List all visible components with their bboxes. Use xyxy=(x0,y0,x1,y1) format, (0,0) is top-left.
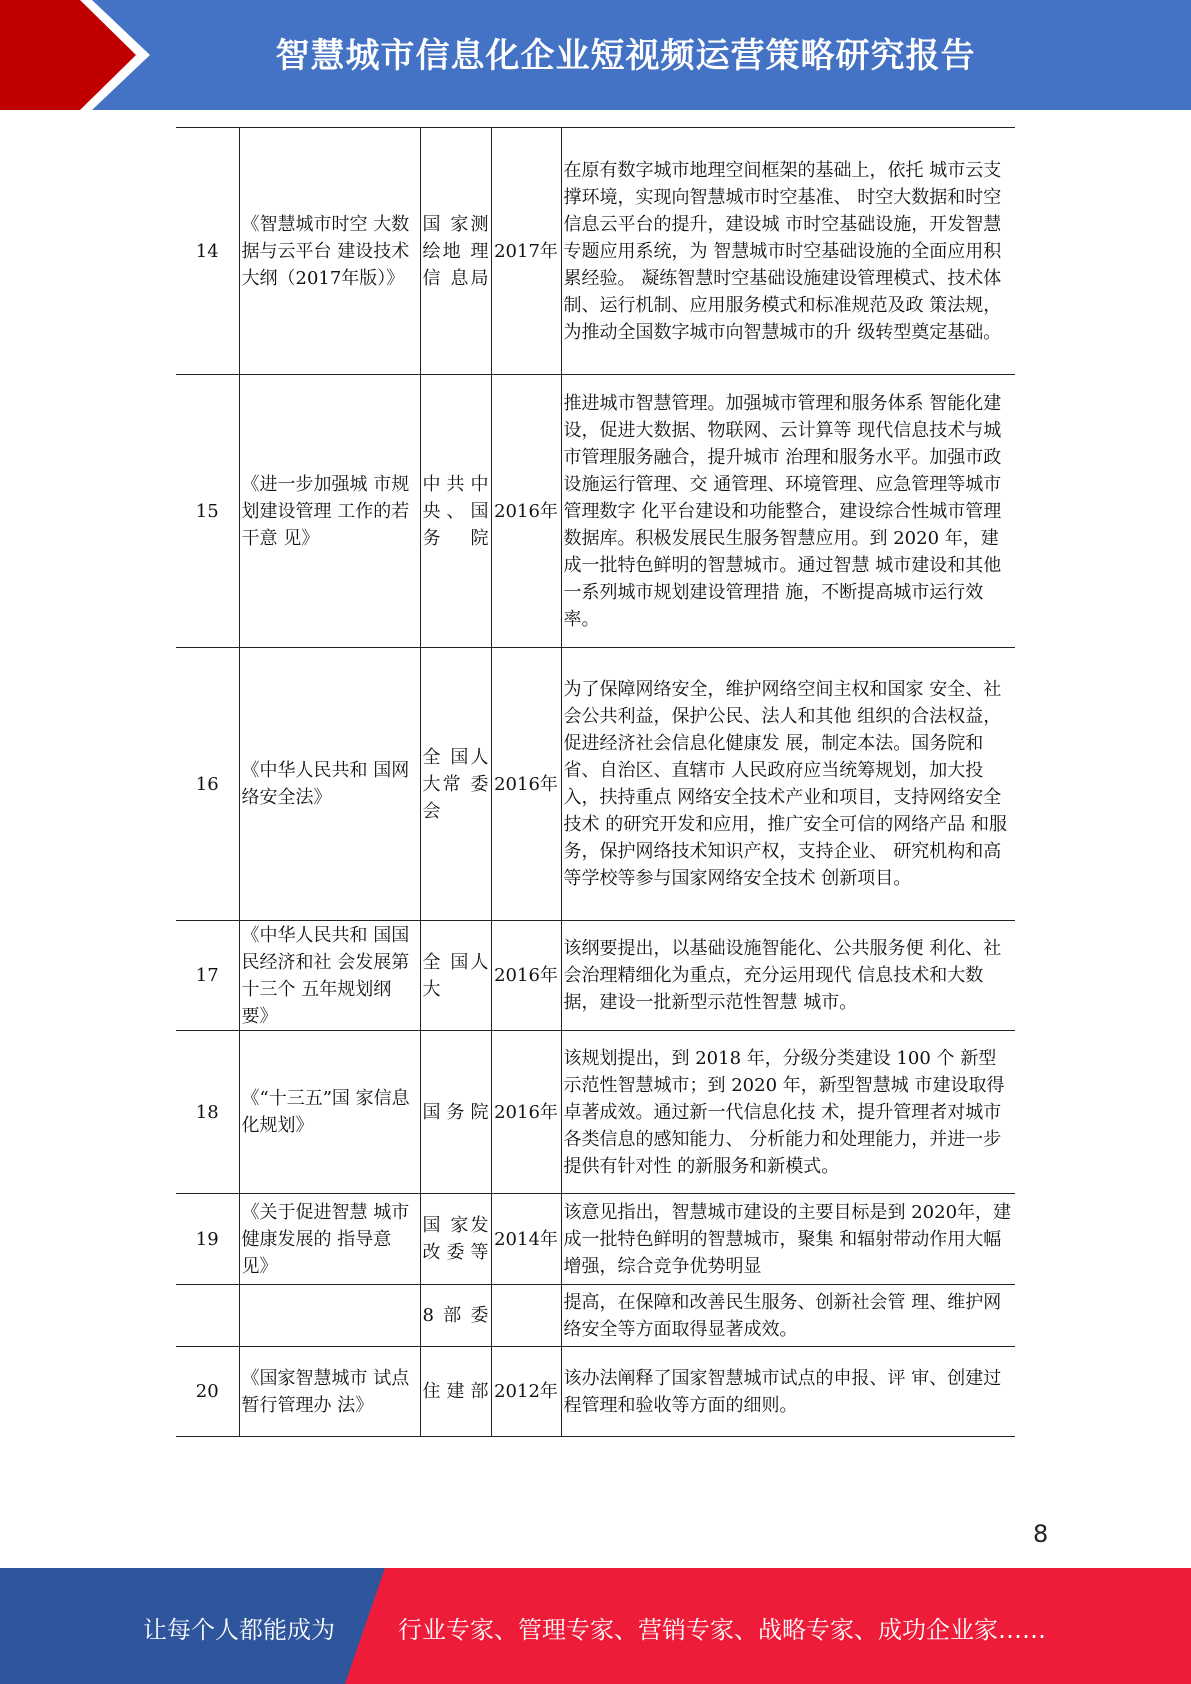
issue-year: 2016年 xyxy=(491,921,561,1031)
document-name: 《“十三五”国 家信息化规划》 xyxy=(239,1031,420,1194)
policy-content: 该意见指出，智慧城市建设的主要目标是到 2020年，建成一批特色鲜明的智慧城市，聚集 和辐射带动作用大幅增强，综合竞争优势明显 xyxy=(561,1194,1015,1285)
table-row xyxy=(176,128,1015,375)
row-number: 18 xyxy=(176,1031,239,1194)
policy-content: 该规划提出，到 2018 年，分级分类建设 100 个 新型示范性智慧城市；到 2020 年，新型智慧城 市建设取得卓著成效。通过新一代信息化技 术，提升管理者对城市各类信息的感知能力、 分析能力和处理能力，并进一步提供有针对性 的新服务和新模式。 xyxy=(561,1031,1015,1194)
document-name: 《智慧城市时空 大数据与云平台 建设技术大纲（2017年版）》 xyxy=(239,128,420,375)
issuing-body: 中共中 央、国务院 xyxy=(420,375,491,648)
report-title: 智慧城市信息化企业短视频运营策略研究报告 xyxy=(275,36,976,76)
issue-year: 2016年 xyxy=(491,1031,561,1194)
issue-year: 2016年 xyxy=(491,648,561,921)
issue-year: 2017年 xyxy=(491,128,561,375)
issuing-body: 8部委 xyxy=(420,1285,491,1347)
issuing-body: 国务院 xyxy=(420,1031,491,1194)
table-row xyxy=(176,1031,1015,1194)
row-number: 17 xyxy=(176,921,239,1031)
row-number: 14 xyxy=(176,128,239,375)
document-name: 《国家智慧城市 试点暂行管理办 法》 xyxy=(239,1347,420,1437)
issuing-body: 全 国人大 xyxy=(420,921,491,1031)
issuing-body: 国 家发 改委等 xyxy=(420,1194,491,1285)
issuing-body: 全 国人 大常 委会 xyxy=(420,648,491,921)
page-number: 8 xyxy=(1033,1520,1049,1548)
row-number: 20 xyxy=(176,1347,239,1437)
policy-content: 该办法阐释了国家智慧城市试点的申报、评 审、创建过程管理和验收等方面的细则。 xyxy=(561,1347,1015,1437)
row-number: 16 xyxy=(176,648,239,921)
document-name xyxy=(239,1285,420,1347)
document-name: 《中华人民共和 国国民经济和社 会发展第十三个 五年规划纲要》 xyxy=(239,921,420,1031)
policy-content: 在原有数字城市地理空间框架的基础上，依托 城市云支撑环境，实现向智慧城市时空基准、 时空大数据和时空信息云平台的提升，建设城 市时空基础设施，开发智慧专题应用系统，为 智慧城市时空基础设施的全面应用积累经验。 凝练智慧时空基础设施建设管理模式、技术体 制、运行机制、应用服务模式和标准规范及政 策法规，为推动全国数字城市向智慧城市的升 级转型奠定基础。 xyxy=(561,128,1015,375)
document-name: 《进一步加强城 市规划建设管理 工作的若干意 见》 xyxy=(239,375,420,648)
table-row xyxy=(176,648,1015,921)
table-row xyxy=(176,1285,1015,1347)
row-number: 19 xyxy=(176,1194,239,1285)
table-row xyxy=(176,1347,1015,1437)
policy-content: 推进城市智慧管理。加强城市管理和服务体系 智能化建设，促进大数据、物联网、云计算等 现代信息技术与城市管理服务融合，提升城市 治理和服务水平。加强市政设施运行管理、交 通管理、环境管理、应急管理等城市管理数字 化平台建设和功能整合，建设综合性城市管理 数据库。积极发展民生服务智慧应用。到 2020 年，建成一批特色鲜明的智慧城市。通过智慧 城市建设和其他一系列城市规划建设管理措 施，不断提高城市运行效率。 xyxy=(561,375,1015,648)
page-footer xyxy=(0,1568,1191,1684)
document-name: 《关于促进智慧 城市健康发展的 指导意见》 xyxy=(239,1194,420,1285)
footer-slogan-right: 行业专家、管理专家、营销专家、战略专家、成功企业家…… xyxy=(398,1616,1046,1644)
issue-year: 2012年 xyxy=(491,1347,561,1437)
issue-year: 2014年 xyxy=(491,1194,561,1285)
page-header xyxy=(0,0,1191,110)
footer-slogan-left: 让每个人都能成为 xyxy=(143,1616,335,1644)
row-number xyxy=(176,1285,239,1347)
issue-year xyxy=(491,1285,561,1347)
policy-table xyxy=(176,127,1015,1437)
issuing-body: 住建部 xyxy=(420,1347,491,1437)
table-row xyxy=(176,921,1015,1031)
policy-content: 为了保障网络安全，维护网络空间主权和国家 安全、社会公共利益，保护公民、法人和其他 组织的合法权益，促进经济社会信息化健康发 展，制定本法。国务院和省、自治区、直辖市 人民政府应当统筹规划，加大投入，扶持重点 网络安全技术产业和项目，支持网络安全技术 的研究开发和应用，推广安全可信的网络产品 和服务，保护网络技术知识产权，支持企业、 研究机构和高等学校等参与国家网络安全技术 创新项目。 xyxy=(561,648,1015,921)
row-number: 15 xyxy=(176,375,239,648)
issue-year: 2016年 xyxy=(491,375,561,648)
document-name: 《中华人民共和 国网络安全法》 xyxy=(239,648,420,921)
table-row xyxy=(176,1194,1015,1285)
table-row xyxy=(176,375,1015,648)
issuing-body: 国 家测 绘地 理信 息局 xyxy=(420,128,491,375)
policy-content: 提高，在保障和改善民生服务、创新社会管 理、维护网络安全等方面取得显著成效。 xyxy=(561,1285,1015,1347)
policy-content: 该纲要提出，以基础设施智能化、公共服务便 利化、社会治理精细化为重点，充分运用现代 信息技术和大数据，建设一批新型示范性智慧 城市。 xyxy=(561,921,1015,1031)
